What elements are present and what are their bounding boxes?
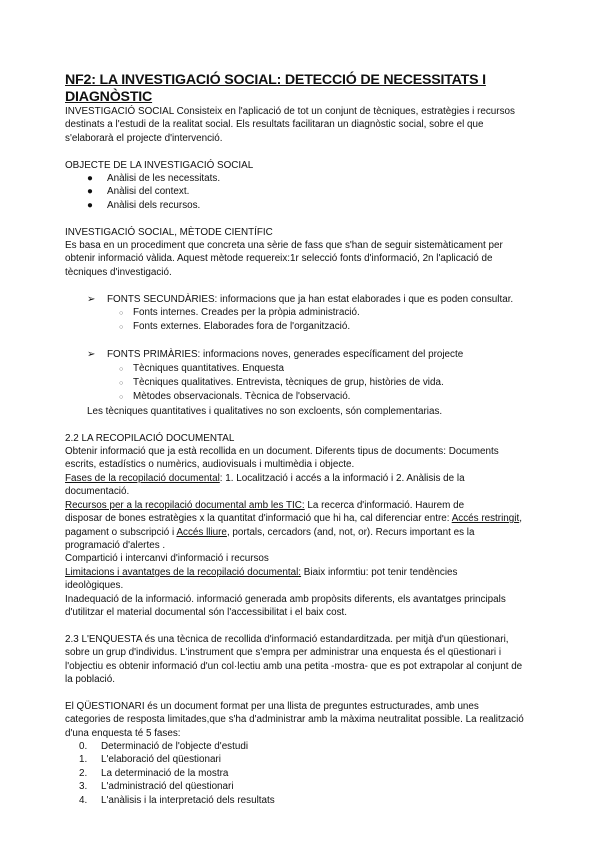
list-item-text: Anàlisi del context. [107,186,190,198]
sub-list-item [65,362,545,376]
list-item-text: L'elaboració del qüestionari [101,754,221,766]
text-line: Compartició i intercanvi d'informació i recursos [65,553,269,565]
list-item-text: Fonts externes. Elaborades fora de l'organització. [133,321,351,333]
blank-line [65,335,545,348]
list-number: 1. [79,754,88,766]
paragraph [65,700,545,740]
circle-bullet-icon: ○ [119,310,124,318]
paragraph [65,159,545,172]
blank-line [65,212,545,225]
list-item [65,199,545,212]
list-item-text: Mètodes observacionals. Tècnica de l'observació. [133,391,351,403]
text-line: d'una enquesta té 5 fases: [65,727,181,739]
list-item-text: La determinació de la mostra [101,767,229,779]
list-item-text: Fonts internes. Creades per la pròpia administració. [133,307,360,319]
list-item-text: Anàlisi dels recursos. [107,199,201,211]
list-item-text: FONTS SECUNDÀRIES: informacions que ja han estat elaborades i que es poden consultar. [107,293,514,305]
bullet-icon: ● [87,186,93,198]
text-span: La recerca d'informació. Haurem de [304,499,465,511]
text-line: ideològiques. [65,580,124,592]
title-line: NF2: LA INVESTIGACIÓ SOCIAL: DETECCIÓ DE NECESSITATS I [65,72,486,88]
circle-bullet-icon: ○ [119,324,124,332]
paragraph [65,105,545,145]
list-item [65,185,545,198]
text-line: sobre un grup d'individus. L'instrument que s'empra per administrar una enquesta és el qüestionari i [65,647,502,659]
text-span: : 1. Localització i accés a la informació i 2. Anàlisis de la [219,472,465,484]
blank-line [65,145,545,158]
underlined-heading: Limitacions i avantatges de la recopilació documental: [65,566,302,578]
sub-list-item [65,390,545,404]
circle-bullet-icon: ○ [119,380,124,388]
list-item [79,794,545,807]
list-item [79,753,545,766]
sub-list-item [65,376,545,390]
text-line [65,526,545,539]
text-line: destinats a l'estudi de la realitat social. Els resultats facilitaran un diagnòstic social, sobre el que [65,119,484,131]
list-item-text: Anàlisi de les necessitats. [107,173,221,185]
text-line: Obtenir informació que ja està recollida en un document. Diferents tipus de documents: Documents [65,446,499,458]
text-line: documentació. [65,486,130,498]
document-page [65,72,545,807]
text-line: programació d'alertes . [65,539,166,551]
underlined-heading: Recursos per a la recopilació documental amb les TIC: [65,499,305,511]
list-number: 0. [79,740,88,752]
numbered-list [65,740,545,807]
text-line: l'objectiu es obtenir informació d'un col·lectiu amb una petita -mostra- que es pot extrapolar al conjunt de [65,660,523,672]
sub-list-item [65,320,545,334]
text-line: Es basa en un procediment que concreta una sèrie de fass que s'han de seguir sistemàticament per [65,240,503,252]
underlined-heading: Accés lliure [176,526,227,538]
text-line [65,566,545,579]
blank-line [65,686,545,699]
list-item-text: L'administració del qüestionari [101,781,234,793]
text-line: INVESTIGACIÓ SOCIAL Consisteix en l'aplicació de tot un conjunt de tècniques, estratègies i recursos [65,106,515,117]
text-line: Les tècniques quantitatives i qualitatives no son excloents, són complementarias. [87,405,443,417]
paragraph [65,226,545,280]
text-line: la població. [65,673,115,685]
bullet-icon: ● [87,199,93,211]
list-item-text: Determinació de l'objecte d'estudi [101,740,249,752]
list-number: 2. [79,767,88,779]
list-item-text: Tècniques quantitatives. Enquesta [133,362,284,374]
list-number: 4. [79,794,88,806]
underlined-heading: Fases de la recopilació documental [65,472,220,484]
text-line: 2.3 L'ENQUESTA és una tècnica de recollida d'informació estandarditzada. per mitjà d'un qüestionari, [65,633,509,645]
arrow-bullet-icon: ➢ [87,293,96,305]
blank-line [65,279,545,292]
text-line: obtenir informació vàlida. Aquest mètode requereix:1r selecció fonts d'informació, 2n l'aplicació de [65,253,493,265]
list-item [79,780,545,793]
text-line: s'elaborarà el projecte d'intervenció. [65,132,223,144]
text-line: 2.2 LA RECOPILACIÓ DOCUMENTAL [65,432,235,444]
document-title [65,72,545,105]
text-line: OBJECTE DE LA INVESTIGACIÓ SOCIAL [65,159,254,171]
arrow-list [65,348,545,405]
list-item [65,172,545,185]
list-item [65,348,545,361]
document-body [65,105,545,807]
bullet-icon: ● [87,173,93,185]
list-item-text: FONTS PRIMÀRIES: informacions noves, generades específicament del projecte [107,349,464,361]
text-line: escrits, estadístics o numèrics, audiovisuals i multimèdia i objecte. [65,459,355,471]
list-item-text: L'anàlisis i la interpretació dels resultats [101,794,275,806]
underlined-heading: Accés restringit [451,513,520,525]
list-item-text: Tècniques qualitatives. Entrevista, tècniques de grup, històries de vida. [133,377,444,389]
text-line [65,472,545,485]
text-line: tècniques d'investigació. [65,266,172,278]
circle-bullet-icon: ○ [119,394,124,402]
arrow-bullet-icon: ➢ [87,349,96,361]
list-number: 3. [79,781,88,793]
text-line [65,499,545,512]
text-line: categories de resposta limitades,que s'ha d'administrar amb la màxima neutralitat possible. La realització [65,714,524,726]
arrow-list [65,293,545,335]
sub-list-item [65,306,545,320]
text-span: , [519,513,522,525]
paragraph [65,432,545,620]
text-line: INVESTIGACIÓ SOCIAL, MÈTODE CIENTÍFIC [65,226,273,238]
blank-line [65,619,545,632]
text-line: Inadequació de la informació. informació generada amb propòsits diferents, els avantatges principals [65,593,506,605]
list-item [79,740,545,753]
text-span: Biaix informtiu: pot tenir tendències [301,566,458,578]
list-item [79,767,545,780]
blank-line [65,418,545,431]
text-line: El QÜESTIONARI és un document format per una llista de preguntes estructurades, amb unes [65,700,479,712]
text-span: pagament o subscripció i [65,526,177,538]
circle-bullet-icon: ○ [119,365,124,373]
text-line: d'utilitzar el material documental són l'accessibilitat i el baix cost. [65,606,348,618]
text-span: disposar de bones estratègies x la quantitat d'informació que hi ha, cal diferenciar entre: [65,513,452,525]
list-item [65,293,545,306]
title-line: DIAGNÒSTIC [65,88,153,105]
bullet-list [65,172,545,212]
text-span: , portals, cercadors (and, not, or). Recurs important es la [226,526,475,538]
text-line [65,512,545,525]
paragraph [65,633,545,687]
